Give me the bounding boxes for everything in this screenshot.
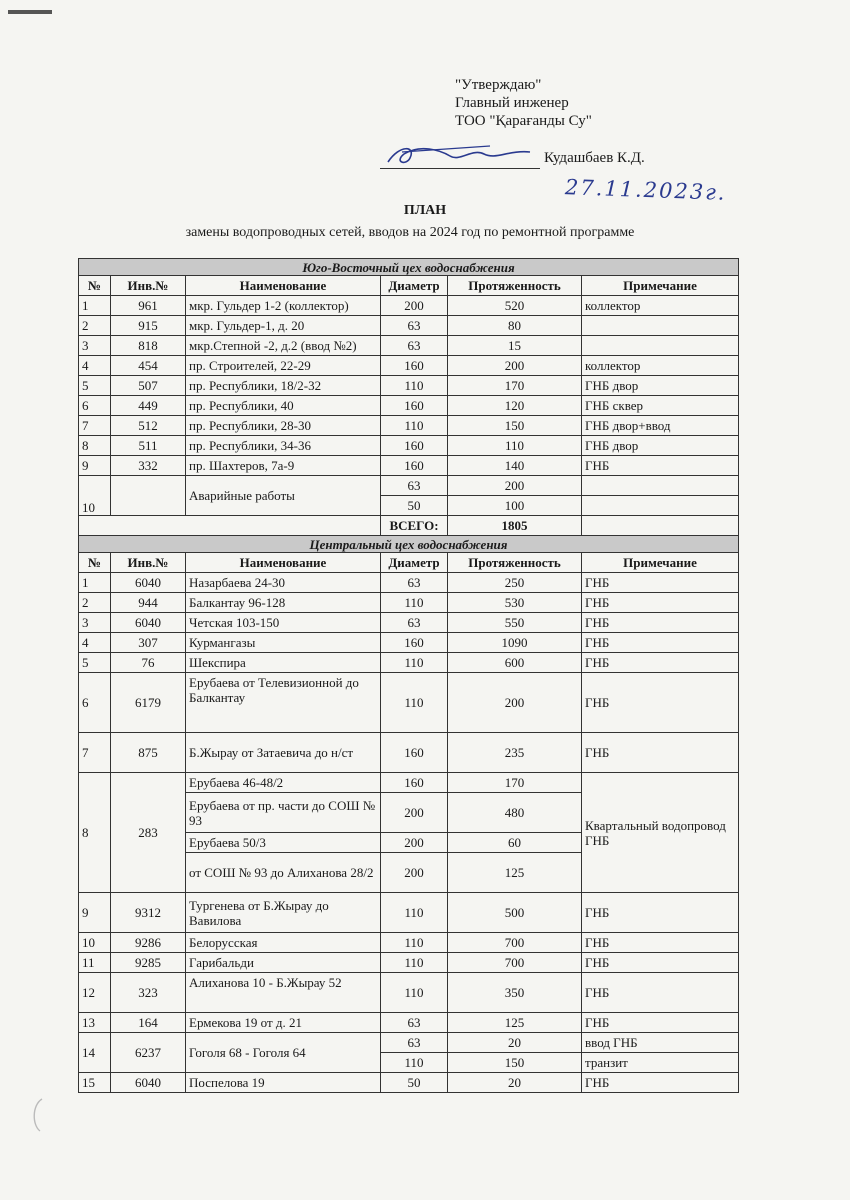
cell-diameter: 110 xyxy=(381,376,448,396)
cell-num: 14 xyxy=(79,1033,111,1073)
cell-diameter: 200 xyxy=(381,793,448,833)
cell-length: 480 xyxy=(448,793,582,833)
col-inv: Инв.№ xyxy=(111,276,186,296)
table-row xyxy=(79,673,739,733)
col-diameter: Диаметр xyxy=(381,276,448,296)
cell-length: 250 xyxy=(448,573,582,593)
cell-note: ГНБ двор+ввод xyxy=(582,416,739,436)
cell-length: 60 xyxy=(448,833,582,853)
cell-name: мкр. Гульдер-1, д. 20 xyxy=(186,316,381,336)
cell-note: ГНБ xyxy=(582,593,739,613)
cell-note: ГНБ xyxy=(582,953,739,973)
cell-name: Алиханова 10 - Б.Жырау 52 xyxy=(186,973,381,1013)
table-row xyxy=(79,613,739,633)
cell-note xyxy=(582,476,739,496)
cell-note: Квартальный водопровод ГНБ xyxy=(582,773,739,893)
cell-length: 520 xyxy=(448,296,582,316)
col-num: № xyxy=(79,276,111,296)
cell-note: ГНБ двор xyxy=(582,376,739,396)
cell-length: 500 xyxy=(448,893,582,933)
cell-inv: 454 xyxy=(111,356,186,376)
cell-diameter: 200 xyxy=(381,296,448,316)
cell-name: Курмангазы xyxy=(186,633,381,653)
table-row xyxy=(79,653,739,673)
table-row xyxy=(79,416,739,436)
cell-note: ГНБ двор xyxy=(582,436,739,456)
cell-name: Белорусская xyxy=(186,933,381,953)
cell-inv: 9286 xyxy=(111,933,186,953)
cell-length: 120 xyxy=(448,396,582,416)
col-length: Протяженность xyxy=(448,276,582,296)
cell-note: ГНБ xyxy=(582,456,739,476)
cell-diameter: 160 xyxy=(381,356,448,376)
cell-name: Поспелова 19 xyxy=(186,1073,381,1093)
cell-name: пр. Республики, 40 xyxy=(186,396,381,416)
cell-name: Тургенева от Б.Жырау до Вавилова xyxy=(186,893,381,933)
table-row xyxy=(79,336,739,356)
cell-length: 170 xyxy=(448,773,582,793)
cell-inv: 9312 xyxy=(111,893,186,933)
cell-num: 13 xyxy=(79,1013,111,1033)
cell-length: 140 xyxy=(448,456,582,476)
cell-note: ГНБ xyxy=(582,973,739,1013)
cell-inv: 449 xyxy=(111,396,186,416)
table-row xyxy=(79,633,739,653)
section-header xyxy=(79,259,739,276)
cell-num: 9 xyxy=(79,456,111,476)
cell-num: 2 xyxy=(79,593,111,613)
cell-diameter: 63 xyxy=(381,1033,448,1053)
cell-note: ГНБ xyxy=(582,933,739,953)
table-row xyxy=(79,1073,739,1093)
cell-inv: 944 xyxy=(111,593,186,613)
cell-length: 170 xyxy=(448,376,582,396)
cell-diameter: 50 xyxy=(381,496,448,516)
cell-num: 1 xyxy=(79,573,111,593)
col-inv: Инв.№ xyxy=(111,553,186,573)
cell-diameter: 110 xyxy=(381,893,448,933)
table-row xyxy=(79,396,739,416)
cell-inv: 818 xyxy=(111,336,186,356)
cell-num: 2 xyxy=(79,316,111,336)
cell-inv: 511 xyxy=(111,436,186,456)
cell-inv: 332 xyxy=(111,456,186,476)
cell-inv: 6040 xyxy=(111,1073,186,1093)
approval-line-1: "Утверждаю" xyxy=(455,77,542,93)
approval-line-3: ТОО "Қарағанды Су" xyxy=(455,113,592,129)
cell-length: 200 xyxy=(448,356,582,376)
cell-length: 235 xyxy=(448,733,582,773)
signature-line xyxy=(380,168,540,169)
cell-note xyxy=(582,336,739,356)
cell-length: 20 xyxy=(448,1033,582,1053)
cell-num: 8 xyxy=(79,436,111,456)
cell-name: Ерубаева 46-48/2 xyxy=(186,773,381,793)
cell-inv: 283 xyxy=(111,773,186,893)
table-row xyxy=(79,973,739,1013)
cell-inv: 9285 xyxy=(111,953,186,973)
cell-note: ГНБ xyxy=(582,893,739,933)
cell-inv: 507 xyxy=(111,376,186,396)
cell-inv: 6179 xyxy=(111,673,186,733)
cell-num: 1 xyxy=(79,296,111,316)
cell-diameter: 63 xyxy=(381,613,448,633)
cell-diameter: 110 xyxy=(381,953,448,973)
cell-note: ГНБ сквер xyxy=(582,396,739,416)
table-row xyxy=(79,476,739,496)
cell-diameter: 160 xyxy=(381,633,448,653)
cell-diameter: 160 xyxy=(381,436,448,456)
cell-name: Назарбаева 24-30 xyxy=(186,573,381,593)
col-note: Примечание xyxy=(582,276,739,296)
cell-length: 100 xyxy=(448,496,582,516)
cell-diameter: 50 xyxy=(381,1073,448,1093)
section-title: Юго-Восточный цех водоснабжения xyxy=(79,259,739,276)
cell-diameter: 160 xyxy=(381,733,448,773)
cell-inv xyxy=(111,476,186,516)
cell-inv: 164 xyxy=(111,1013,186,1033)
cell-note: ГНБ xyxy=(582,613,739,633)
cell-diameter: 63 xyxy=(381,476,448,496)
col-name: Наименование xyxy=(186,553,381,573)
cell-length: 125 xyxy=(448,1013,582,1033)
cell-name: Гарибальди xyxy=(186,953,381,973)
section-header xyxy=(79,536,739,553)
cell-length: 1090 xyxy=(448,633,582,653)
cell-diameter: 160 xyxy=(381,456,448,476)
cell-inv: 6040 xyxy=(111,613,186,633)
cell-note: транзит xyxy=(582,1053,739,1073)
cell-num: 7 xyxy=(79,733,111,773)
cell-num: 5 xyxy=(79,653,111,673)
cell-length: 700 xyxy=(448,953,582,973)
handwritten-date: 27.11.2023г. xyxy=(564,175,727,205)
cell-note: ГНБ xyxy=(582,673,739,733)
cell-diameter: 200 xyxy=(381,853,448,893)
cell-name: пр. Республики, 34-36 xyxy=(186,436,381,456)
cell-num: 9 xyxy=(79,893,111,933)
table-row xyxy=(79,953,739,973)
cell-note: коллектор xyxy=(582,356,739,376)
cell-num: 4 xyxy=(79,633,111,653)
cell-num: 6 xyxy=(79,396,111,416)
cell-name: пр. Республики, 18/2-32 xyxy=(186,376,381,396)
cell-diameter: 63 xyxy=(381,1013,448,1033)
cell-length: 600 xyxy=(448,653,582,673)
cell-length: 110 xyxy=(448,436,582,456)
cell-num: 7 xyxy=(79,416,111,436)
cell-inv: 961 xyxy=(111,296,186,316)
col-length: Протяженность xyxy=(448,553,582,573)
signatory-name: Кудашбаев К.Д. xyxy=(544,150,645,166)
approval-block xyxy=(455,76,592,130)
cell-diameter: 110 xyxy=(381,653,448,673)
cell-name: мкр.Степной -2, д.2 (ввод №2) xyxy=(186,336,381,356)
table-row xyxy=(79,573,739,593)
cell-inv: 512 xyxy=(111,416,186,436)
cell-note: ГНБ xyxy=(582,653,739,673)
cell-name: Ермекова 19 от д. 21 xyxy=(186,1013,381,1033)
table-row xyxy=(79,733,739,773)
cell-note: ГНБ xyxy=(582,573,739,593)
approval-line-2: Главный инженер xyxy=(455,95,569,111)
cell-note xyxy=(582,316,739,336)
margin-scribble xyxy=(28,1095,48,1135)
cell-diameter: 63 xyxy=(381,573,448,593)
total-value: 1805 xyxy=(448,516,582,536)
cell-num: 12 xyxy=(79,973,111,1013)
cell-inv: 6237 xyxy=(111,1033,186,1073)
total-row xyxy=(79,516,739,536)
cell-length: 550 xyxy=(448,613,582,633)
table-row xyxy=(79,456,739,476)
cell-num: 8 xyxy=(79,773,111,893)
cell-length: 200 xyxy=(448,673,582,733)
table-row xyxy=(79,1013,739,1033)
cell-num: 4 xyxy=(79,356,111,376)
cell-length: 125 xyxy=(448,853,582,893)
table-row xyxy=(79,933,739,953)
cell-name: мкр. Гульдер 1-2 (коллектор) xyxy=(186,296,381,316)
cell-inv: 915 xyxy=(111,316,186,336)
column-header-row xyxy=(79,553,739,573)
cell-num: 11 xyxy=(79,953,111,973)
total-spacer xyxy=(79,516,381,536)
cell-inv: 6040 xyxy=(111,573,186,593)
plan-table xyxy=(78,258,739,1093)
cell-name: Четская 103-150 xyxy=(186,613,381,633)
col-diameter: Диаметр xyxy=(381,553,448,573)
cell-diameter: 160 xyxy=(381,773,448,793)
cell-name: Ерубаева от Телевизионной до Балкантау xyxy=(186,673,381,733)
table-row xyxy=(79,593,739,613)
cell-name: Аварийные работы xyxy=(186,476,381,516)
table-row xyxy=(79,773,739,793)
cell-name: пр. Строителей, 22-29 xyxy=(186,356,381,376)
cell-note: ГНБ xyxy=(582,1013,739,1033)
col-name: Наименование xyxy=(186,276,381,296)
cell-length: 15 xyxy=(448,336,582,356)
cell-name: Ерубаева от пр. части до СОШ № 93 xyxy=(186,793,381,833)
page-corner-mark xyxy=(8,10,52,14)
cell-inv: 76 xyxy=(111,653,186,673)
cell-inv: 307 xyxy=(111,633,186,653)
cell-name: Ерубаева 50/3 xyxy=(186,833,381,853)
cell-length: 700 xyxy=(448,933,582,953)
cell-name: Б.Жырау от Затаевича до н/ст xyxy=(186,733,381,773)
cell-note: ГНБ xyxy=(582,733,739,773)
cell-diameter: 160 xyxy=(381,396,448,416)
cell-name: Шекспира xyxy=(186,653,381,673)
cell-name: Балкантау 96-128 xyxy=(186,593,381,613)
cell-diameter: 110 xyxy=(381,1053,448,1073)
cell-name: пр. Республики, 28-30 xyxy=(186,416,381,436)
cell-name: пр. Шахтеров, 7а-9 xyxy=(186,456,381,476)
cell-note: коллектор xyxy=(582,296,739,316)
cell-length: 150 xyxy=(448,416,582,436)
cell-name: Гоголя 68 - Гоголя 64 xyxy=(186,1033,381,1073)
cell-diameter: 63 xyxy=(381,336,448,356)
table-row xyxy=(79,356,739,376)
table-row xyxy=(79,893,739,933)
total-note xyxy=(582,516,739,536)
cell-diameter: 200 xyxy=(381,833,448,853)
cell-num: 15 xyxy=(79,1073,111,1093)
cell-diameter: 110 xyxy=(381,673,448,733)
cell-num: 10 xyxy=(79,933,111,953)
cell-num: 10 xyxy=(79,476,111,516)
cell-note: ввод ГНБ xyxy=(582,1033,739,1053)
cell-length: 200 xyxy=(448,476,582,496)
cell-length: 530 xyxy=(448,593,582,613)
total-label: ВСЕГО: xyxy=(381,516,448,536)
document-subtitle: замены водопроводных сетей, вводов на 2024 год по ремонтной программе xyxy=(185,225,635,240)
cell-note: ГНБ xyxy=(582,633,739,653)
cell-diameter: 63 xyxy=(381,316,448,336)
table-row xyxy=(79,316,739,336)
cell-diameter: 110 xyxy=(381,593,448,613)
cell-note xyxy=(582,496,739,516)
col-note: Примечание xyxy=(582,553,739,573)
table-row xyxy=(79,296,739,316)
column-header-row xyxy=(79,276,739,296)
table-row xyxy=(79,1033,739,1053)
table-row xyxy=(79,436,739,456)
cell-diameter: 110 xyxy=(381,416,448,436)
col-num: № xyxy=(79,553,111,573)
cell-num: 3 xyxy=(79,336,111,356)
table-row xyxy=(79,376,739,396)
cell-length: 80 xyxy=(448,316,582,336)
cell-length: 20 xyxy=(448,1073,582,1093)
cell-inv: 323 xyxy=(111,973,186,1013)
cell-diameter: 110 xyxy=(381,933,448,953)
cell-inv: 875 xyxy=(111,733,186,773)
signature-row xyxy=(380,140,720,174)
cell-length: 150 xyxy=(448,1053,582,1073)
cell-length: 350 xyxy=(448,973,582,1013)
cell-num: 6 xyxy=(79,673,111,733)
cell-diameter: 110 xyxy=(381,973,448,1013)
cell-note: ГНБ xyxy=(582,1073,739,1093)
section-title: Центральный цех водоснабжения xyxy=(79,536,739,553)
cell-num: 3 xyxy=(79,613,111,633)
cell-num: 5 xyxy=(79,376,111,396)
document-title: ПЛАН xyxy=(403,203,447,218)
cell-name: от СОШ № 93 до Алиханова 28/2 xyxy=(186,853,381,893)
